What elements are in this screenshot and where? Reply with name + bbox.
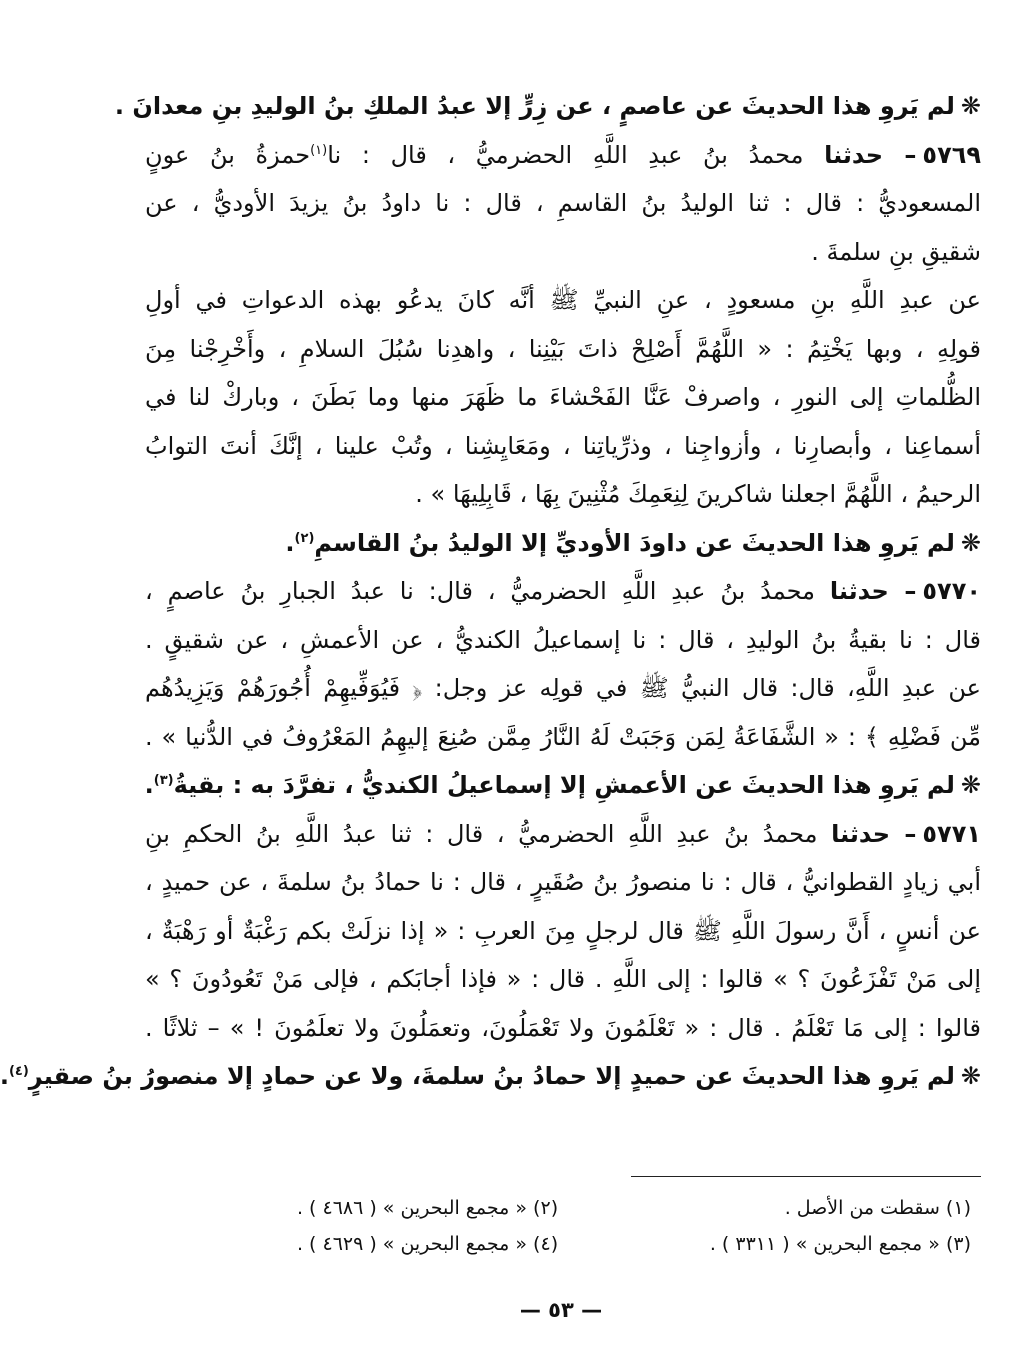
- text-line: [145, 664, 981, 713]
- hadith-heading-line: [145, 131, 981, 180]
- line-text: قال : نا بقيةُ بنُ الوليدِ ، قال : نا إسماعيلُ الكنديُّ ، عن الأعمشِ ، عن شقيقٍ .: [145, 625, 981, 654]
- line-text: الرحيمُ ، اللَّهُمَّ اجعلنا شاكرينَ لِنِعَمِكَ مُثْنِينَ بِهَا ، قَابِلِيهَا » .: [415, 480, 981, 508]
- note-text-end: .: [285, 528, 295, 557]
- footnote-row: [177, 1226, 971, 1262]
- line-text: أسماعِنا ، وأبصارِنا ، وأزواجِنا ، وذرِّياتِنا ، ومَعَايِشِنا ، وتُبْ علينا ، إنَّكَ أنتَ التوابُ: [145, 431, 981, 460]
- line-text: عن عبدِ اللَّهِ، قال: قال النبيُّ ﷺ في قولِه عز وجل: ﴿ فَيُوَفِّيهِمْ أُجُورَهُمْ وَيَزِيدُهُم: [145, 674, 981, 702]
- text-line: [145, 713, 981, 762]
- hadith-label: – حدثنا: [829, 577, 917, 605]
- note-line: [0, 1052, 981, 1101]
- note-line: [114, 82, 981, 131]
- text-line: [145, 858, 981, 907]
- hadith-text-continued: حمزةُ بنُ عونٍ: [145, 140, 311, 169]
- note-text: لم يَروِ هذا الحديثَ عن الأعمشِ إلا إسماعيلُ الكنديُّ ، تفرَّدَ به : بقيةُ: [173, 771, 955, 799]
- text-line: [145, 179, 981, 228]
- line-text: المسعوديُّ : قال : ثنا الوليدُ بنُ القاسمِ ، قال : نا داودُ بنُ يزيدَ الأوديُّ ، عن: [145, 189, 981, 217]
- line-text: قالوا : إلى مَا تَعْلَمُ . قال : « تَعْلَمُونَ ولا تَعْمَلُونَ، وتعمَلُونَ ولا تعلَمُونَ ! » – ثلاثًا .: [145, 1013, 981, 1042]
- footnote-4: (٤) « مجمع البحرين » ( ٤٦٢٩ ) .: [296, 1233, 559, 1255]
- text-line: [145, 276, 981, 325]
- line-text: مِّن فَضْلِهِ ﴾ : « الشَّفَاعَةُ لِمَن وَجَبَتْ لَهُ النَّارُ مِمَّن صُنِعَ إليهِمُ المَعْرُوفُ في الدُّنيا » .: [145, 722, 981, 751]
- star-marker: ❋: [960, 528, 981, 557]
- note-line: [145, 519, 981, 568]
- hadith-number: ٥٧٦٩: [922, 140, 982, 169]
- footnote-ref: (٤): [8, 1064, 29, 1079]
- hadith-number: ٥٧٧٠: [922, 577, 981, 605]
- hadith-number: ٥٧٧١: [922, 819, 981, 848]
- line-text: أبي زيادٍ القطوانيُّ ، قال : نا منصورُ بنُ صُقَيرٍ ، قال : نا حمادُ بنُ سلمةَ ، عن حميدٍ ،: [145, 868, 981, 896]
- text-line: [145, 470, 981, 519]
- star-marker: ❋: [960, 92, 981, 120]
- footnote-row: [177, 1190, 971, 1226]
- footnote-ref: (١): [310, 142, 328, 158]
- footnote-ref: (٣): [153, 773, 174, 788]
- text-line: [145, 373, 981, 422]
- hadith-text: محمدُ بنُ عبدِ اللَّهِ الحضرميُّ ، قال : نا: [327, 140, 804, 169]
- text-line: [145, 422, 981, 471]
- page-body: [0, 82, 982, 1101]
- note-text-end: .: [0, 1062, 9, 1090]
- text-line: [145, 907, 981, 956]
- line-text: عن عبدِ اللَّهِ بنِ مسعودٍ ، عنِ النبيِّ ﷺ أنَّه كانَ يدعُو بهذه الدعواتِ في أولِ: [145, 286, 981, 314]
- hadith-text: محمدُ بنُ عبدِ اللَّهِ الحضرميُّ ، قال: نا عبدُ الجبارِ بنُ عاصمٍ ،: [145, 577, 815, 605]
- line-text: إلى مَنْ تَفْزَعُونَ ؟ » قالوا : إلى اللَّهِ . قال : « فإذا أجابَكم ، فإلى مَنْ تَعُودُونَ ؟ »: [145, 965, 981, 993]
- note-text-end: .: [144, 771, 154, 799]
- text-line: [145, 1004, 981, 1053]
- note-text: لم يَروِ هذا الحديثَ عن حميدٍ إلا حمادُ بنُ سلمةَ، ولا عن حمادٍ إلا منصورُ بنُ صقيرٍ: [28, 1062, 955, 1090]
- hadith-text: محمدُ بنُ عبدِ اللَّهِ الحضرميُّ ، قال : ثنا عبدُ اللَّهِ بنُ الحكمِ بنِ: [145, 819, 818, 848]
- note-text: لم يَروِ هذا الحديثَ عن عاصمٍ ، عن زِرٍّ إلا عبدُ الملكِ بنُ الوليدِ بنِ معدانَ .: [114, 92, 955, 120]
- line-text: شقيقِ بنِ سلمةَ .: [811, 237, 981, 266]
- footnote-1: (١) سقطت من الأصل .: [784, 1197, 971, 1219]
- page-number: — ٥٣ —: [519, 1298, 603, 1322]
- footnote-3: (٣) « مجمع البحرين » ( ٣٣١١ ) .: [709, 1233, 971, 1255]
- text-line: [145, 616, 981, 665]
- text-line: [145, 955, 981, 1004]
- footnote-ref: (٢): [294, 530, 315, 546]
- text-line: [145, 228, 981, 277]
- line-text: الظُّلماتِ إلى النورِ ، واصرفْ عَنَّا الفَحْشاءَ ما ظَهَرَ منها وما بَطَنَ ، وباركْ لنا في: [145, 383, 981, 411]
- footnotes: [177, 1190, 971, 1262]
- footnote-2: (٢) « مجمع البحرين » ( ٤٦٨٦ ) .: [296, 1197, 559, 1219]
- hadith-heading-line: [145, 567, 981, 616]
- footnote-separator: [631, 1176, 981, 1177]
- note-line: [145, 761, 981, 810]
- note-text: لم يَروِ هذا الحديثَ عن داودَ الأوديِّ إلا الوليدُ بنُ القاسمِ: [314, 528, 955, 557]
- line-text: عن أنسٍ ، أَنَّ رسولَ اللَّهِ ﷺ قال لرجلٍ مِنَ العربِ : « إذا نزلَتْ بكم رَغْبَةٌ أو رَهْبَةٌ ،: [145, 916, 981, 945]
- text-line: [145, 325, 981, 374]
- star-marker: ❋: [960, 771, 981, 799]
- line-text: قولِهِ ، وبها يَخْتِمُ : « اللَّهُمَّ أَصْلِحْ ذاتَ بَيْنِنا ، واهدِنا سُبُلَ السلامِ ، وأَخْرِجْنا مِنَ: [145, 334, 981, 363]
- hadith-heading-line: [145, 810, 981, 859]
- hadith-label: – حدثنا: [831, 819, 917, 848]
- star-marker: ❋: [960, 1062, 981, 1090]
- hadith-label: – حدثنا: [824, 140, 917, 169]
